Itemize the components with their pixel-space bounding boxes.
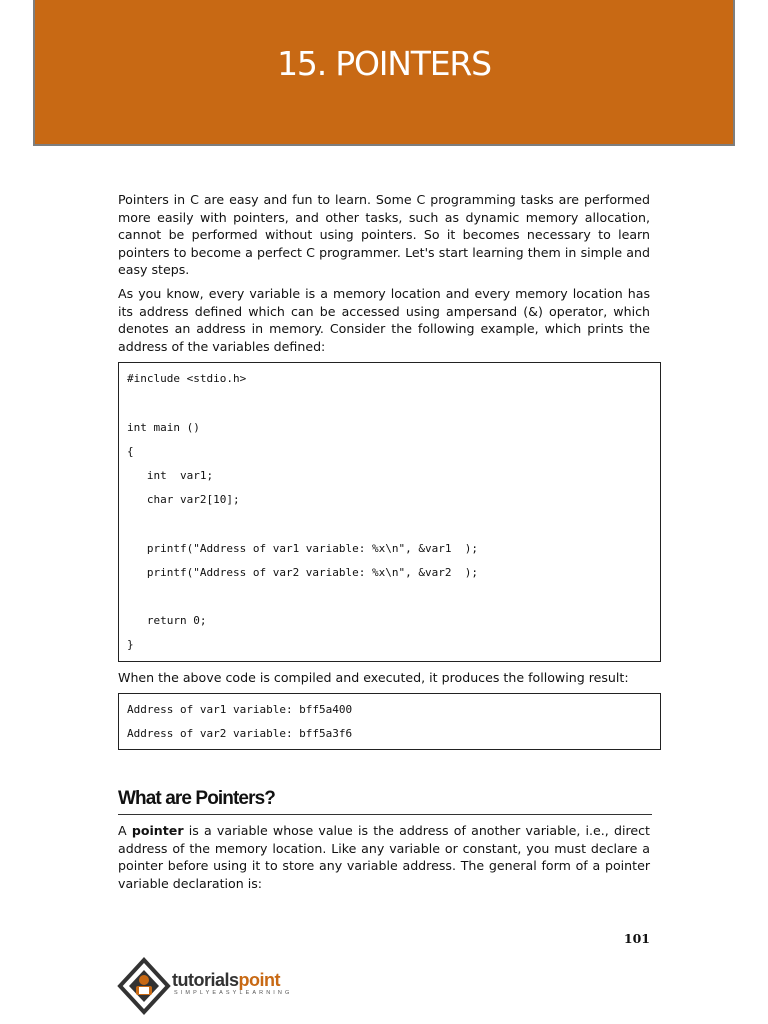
code-line-blank: [127, 588, 652, 612]
intro-paragraph-1: Pointers in C are easy and fun to learn. Some C programming tasks are performed more easily with pointers, and other tasks, such as dynamic memory allocation, cannot be performed without using pointers. So it becomes necessary to learn pointers to become a perfect C programmer. Let's start learning them in simple and easy steps.: [118, 192, 650, 278]
pointer-term: pointer: [131, 822, 184, 838]
logo-diamond-icon: [116, 956, 172, 1016]
para-rest: is a variable whose value is the address of another variable, i.e., direct address of the memory location. Like any variable or constant, you must declare a pointer before using it to store any variable address. The general form of a pointer variable declaration is:: [118, 822, 650, 891]
chapter-banner: [33, 0, 735, 146]
code-line: char var2[10];: [127, 493, 240, 507]
output-example: [118, 693, 661, 750]
code-line: #include <stdio.h>: [127, 372, 247, 386]
code-line: printf("Address of var1 variable: %x\n", &var1 );: [127, 541, 478, 555]
output-line: Address of var2 variable: bff5a3f6: [127, 727, 353, 741]
para-lead: A: [118, 822, 132, 838]
logo-wordmark: [172, 970, 280, 991]
logo-word-dark: tutorials: [172, 970, 239, 990]
code-example: [118, 362, 661, 662]
section-heading: What are Pointers?: [118, 786, 652, 815]
chapter-title: 15. POINTERS: [277, 44, 491, 83]
code-line: int var1;: [127, 469, 214, 483]
intro-paragraph-2: As you know, every variable is a memory location and every memory location has its address defined which can be accessed using ampersand (&) operator, which denotes an address in memory. Consider the following example, which prints the address of the variables defined:: [118, 285, 650, 354]
code-line: printf("Address of var2 variable: %x\n", &var2 );: [127, 565, 478, 579]
code-line: }: [127, 638, 134, 652]
code-line-blank: [127, 395, 652, 419]
page-content: [118, 191, 650, 898]
result-intro: When the above code is compiled and executed, it produces the following result:: [118, 670, 629, 686]
code-line: {: [127, 444, 134, 458]
code-line-blank: [127, 515, 652, 539]
code-line: int main (): [127, 420, 200, 434]
output-line: Address of var1 variable: bff5a400: [127, 702, 353, 716]
logo-word-accent: point: [238, 970, 280, 990]
tutorialspoint-logo: [116, 956, 312, 1016]
code-line: return 0;: [127, 614, 207, 628]
logo-tagline: SIMPLYEASYLEARNING: [174, 990, 293, 996]
page-number: 101: [623, 931, 650, 946]
pointer-definition-paragraph: [118, 822, 650, 892]
